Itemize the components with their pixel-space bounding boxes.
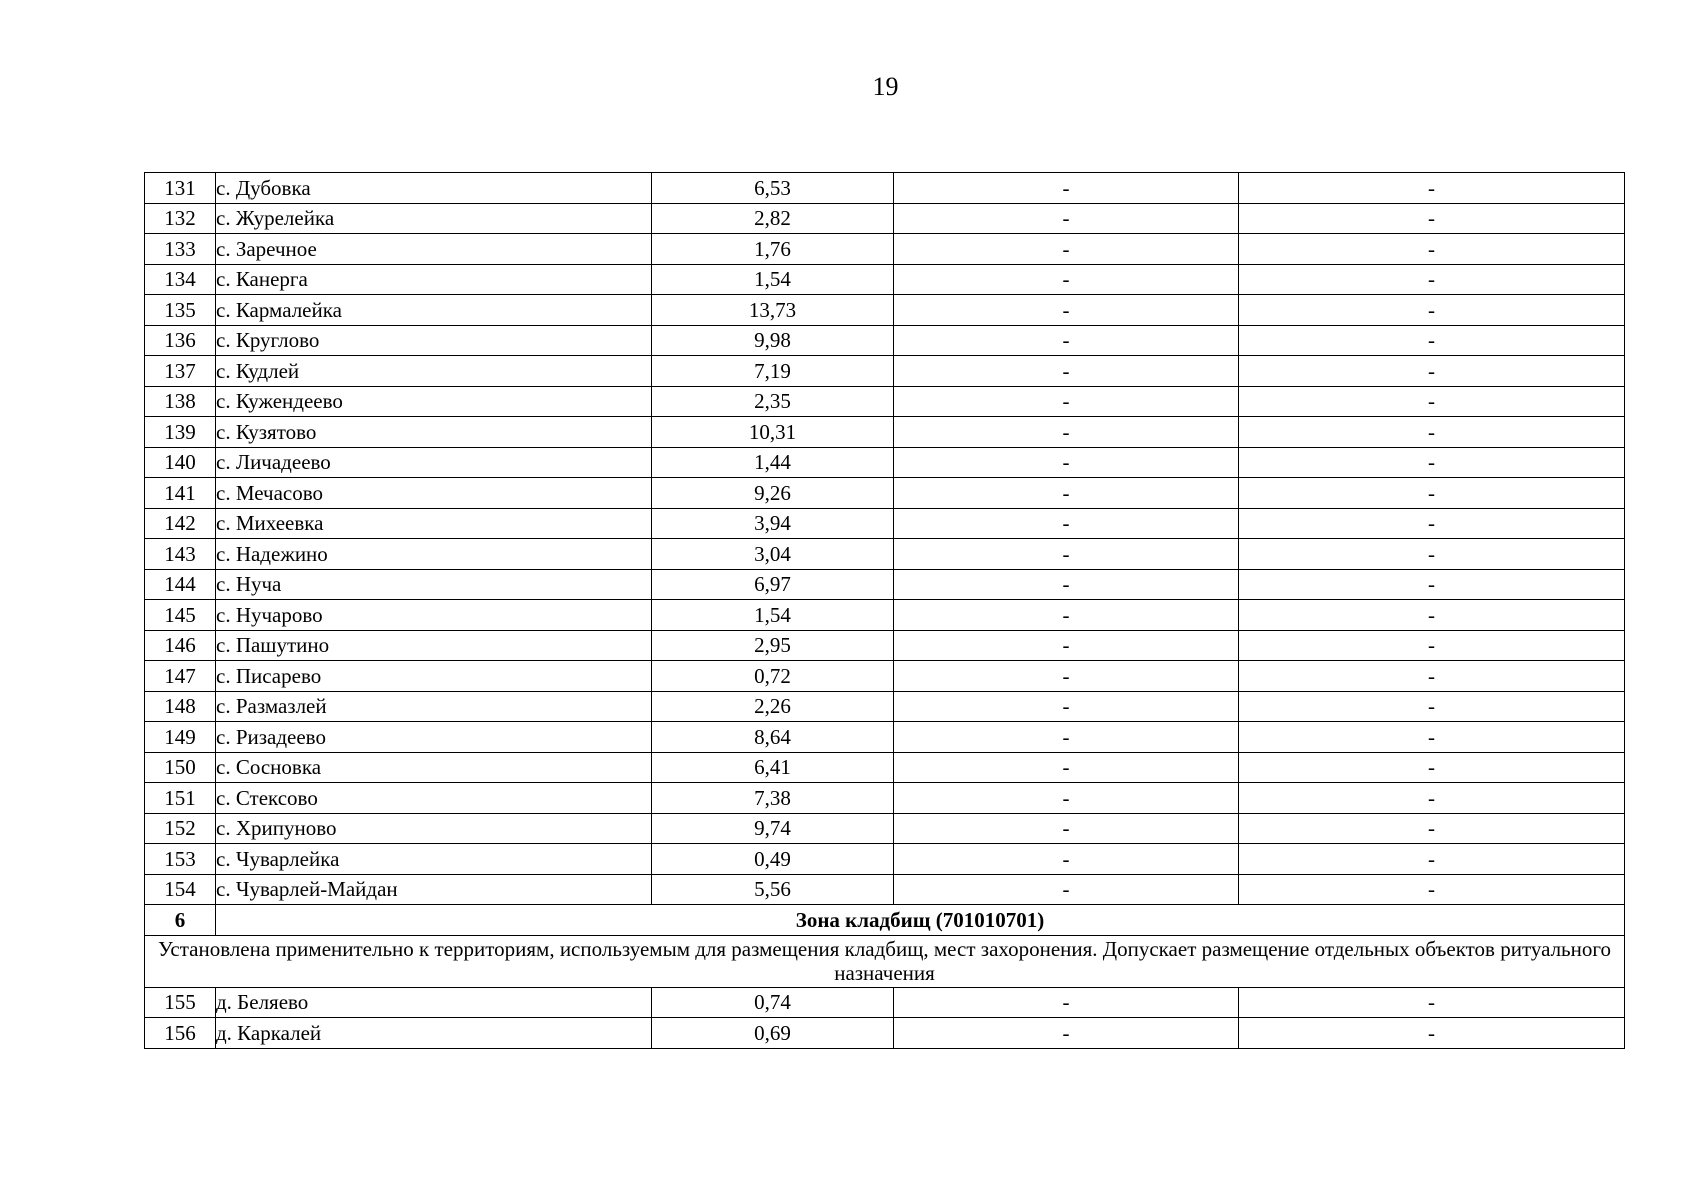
settlement-name: с. Писарево — [216, 661, 652, 692]
column-4-value: - — [894, 478, 1239, 509]
area-value: 6,41 — [652, 752, 894, 783]
area-value: 2,82 — [652, 203, 894, 234]
row-number: 136 — [145, 325, 216, 356]
column-5-value: - — [1239, 234, 1625, 265]
column-4-value: - — [894, 813, 1239, 844]
row-number: 145 — [145, 600, 216, 631]
row-number: 144 — [145, 569, 216, 600]
column-5-value: - — [1239, 417, 1625, 448]
table-row — [145, 508, 1625, 539]
section-description-row — [145, 935, 1625, 987]
table-row — [145, 600, 1625, 631]
row-number: 131 — [145, 173, 216, 204]
settlement-name: с. Пашутино — [216, 630, 652, 661]
column-4-value: - — [894, 539, 1239, 570]
section-description: Установлена применительно к территориям, используемым для размещения кладбищ, мест захоронения. Допускает размещение отдельных объектов ритуального назначения — [145, 935, 1625, 987]
table-row — [145, 1018, 1625, 1049]
column-5-value: - — [1239, 1018, 1625, 1049]
settlement-name: с. Кармалейка — [216, 295, 652, 326]
column-4-value: - — [894, 874, 1239, 905]
area-value: 0,49 — [652, 844, 894, 875]
settlement-name: с. Личадеево — [216, 447, 652, 478]
settlement-name: с. Журелейка — [216, 203, 652, 234]
column-4-value: - — [894, 325, 1239, 356]
column-4-value: - — [894, 447, 1239, 478]
table-row — [145, 722, 1625, 753]
table-row — [145, 356, 1625, 387]
column-4-value: - — [894, 600, 1239, 631]
area-value: 6,53 — [652, 173, 894, 204]
row-number: 155 — [145, 987, 216, 1018]
column-5-value: - — [1239, 661, 1625, 692]
settlement-name: с. Чуварлей-Майдан — [216, 874, 652, 905]
row-number: 150 — [145, 752, 216, 783]
column-5-value: - — [1239, 447, 1625, 478]
row-number: 151 — [145, 783, 216, 814]
area-value: 10,31 — [652, 417, 894, 448]
settlement-name: с. Кузятово — [216, 417, 652, 448]
area-value: 1,76 — [652, 234, 894, 265]
area-value: 5,56 — [652, 874, 894, 905]
column-4-value: - — [894, 691, 1239, 722]
table-row — [145, 478, 1625, 509]
column-5-value: - — [1239, 844, 1625, 875]
column-5-value: - — [1239, 478, 1625, 509]
settlement-name: с. Сосновка — [216, 752, 652, 783]
column-5-value: - — [1239, 264, 1625, 295]
column-5-value: - — [1239, 600, 1625, 631]
row-number: 133 — [145, 234, 216, 265]
settlement-name: д. Каркалей — [216, 1018, 652, 1049]
table-body-part1 — [145, 173, 1625, 905]
column-4-value: - — [894, 234, 1239, 265]
column-4-value: - — [894, 417, 1239, 448]
column-4-value: - — [894, 661, 1239, 692]
table-body-part2 — [145, 987, 1625, 1048]
area-value: 1,54 — [652, 600, 894, 631]
column-5-value: - — [1239, 386, 1625, 417]
zones-table — [144, 172, 1625, 1049]
column-5-value: - — [1239, 874, 1625, 905]
row-number: 153 — [145, 844, 216, 875]
table-row — [145, 874, 1625, 905]
area-value: 7,38 — [652, 783, 894, 814]
table-row — [145, 386, 1625, 417]
column-4-value: - — [894, 295, 1239, 326]
table-row — [145, 661, 1625, 692]
table-row — [145, 752, 1625, 783]
column-4-value: - — [894, 356, 1239, 387]
table-row — [145, 783, 1625, 814]
table-row — [145, 173, 1625, 204]
row-number: 149 — [145, 722, 216, 753]
area-value: 9,26 — [652, 478, 894, 509]
column-5-value: - — [1239, 813, 1625, 844]
row-number: 143 — [145, 539, 216, 570]
row-number: 135 — [145, 295, 216, 326]
column-4-value: - — [894, 386, 1239, 417]
area-value: 3,94 — [652, 508, 894, 539]
row-number: 134 — [145, 264, 216, 295]
area-value: 9,98 — [652, 325, 894, 356]
column-4-value: - — [894, 752, 1239, 783]
column-4-value: - — [894, 173, 1239, 204]
row-number: 154 — [145, 874, 216, 905]
column-5-value: - — [1239, 783, 1625, 814]
area-value: 6,97 — [652, 569, 894, 600]
table-row — [145, 234, 1625, 265]
row-number: 140 — [145, 447, 216, 478]
row-number: 148 — [145, 691, 216, 722]
table-row — [145, 987, 1625, 1018]
column-5-value: - — [1239, 722, 1625, 753]
table-row — [145, 844, 1625, 875]
column-5-value: - — [1239, 508, 1625, 539]
table-row — [145, 569, 1625, 600]
column-5-value: - — [1239, 569, 1625, 600]
row-number: 156 — [145, 1018, 216, 1049]
area-value: 1,44 — [652, 447, 894, 478]
settlement-name: с. Стексово — [216, 783, 652, 814]
row-number: 147 — [145, 661, 216, 692]
settlement-name: с. Размазлей — [216, 691, 652, 722]
area-value: 3,04 — [652, 539, 894, 570]
column-5-value: - — [1239, 987, 1625, 1018]
area-value: 9,74 — [652, 813, 894, 844]
area-value: 2,26 — [652, 691, 894, 722]
column-5-value: - — [1239, 630, 1625, 661]
table-row — [145, 539, 1625, 570]
column-4-value: - — [894, 508, 1239, 539]
settlement-name: с. Чуварлейка — [216, 844, 652, 875]
settlement-name: с. Кудлей — [216, 356, 652, 387]
column-5-value: - — [1239, 356, 1625, 387]
area-value: 2,35 — [652, 386, 894, 417]
area-value: 0,72 — [652, 661, 894, 692]
column-4-value: - — [894, 630, 1239, 661]
column-5-value: - — [1239, 325, 1625, 356]
column-4-value: - — [894, 264, 1239, 295]
settlement-name: с. Хрипуново — [216, 813, 652, 844]
area-value: 8,64 — [652, 722, 894, 753]
column-4-value: - — [894, 844, 1239, 875]
area-value: 2,95 — [652, 630, 894, 661]
row-number: 141 — [145, 478, 216, 509]
table-row — [145, 264, 1625, 295]
column-4-value: - — [894, 722, 1239, 753]
row-number: 142 — [145, 508, 216, 539]
page-number: 19 — [872, 72, 899, 101]
section-title: Зона кладбищ (701010701) — [216, 905, 1625, 936]
column-4-value: - — [894, 1018, 1239, 1049]
column-4-value: - — [894, 987, 1239, 1018]
table-row — [145, 813, 1625, 844]
settlement-name: с. Канерга — [216, 264, 652, 295]
settlement-name: с. Круглово — [216, 325, 652, 356]
settlement-name: с. Михеевка — [216, 508, 652, 539]
settlement-name: с. Ризадеево — [216, 722, 652, 753]
column-5-value: - — [1239, 539, 1625, 570]
row-number: 139 — [145, 417, 216, 448]
column-4-value: - — [894, 783, 1239, 814]
column-5-value: - — [1239, 752, 1625, 783]
area-value: 1,54 — [652, 264, 894, 295]
table-row — [145, 417, 1625, 448]
column-5-value: - — [1239, 173, 1625, 204]
table-row — [145, 691, 1625, 722]
table-row — [145, 295, 1625, 326]
section-block — [145, 905, 1625, 988]
settlement-name: с. Кужендеево — [216, 386, 652, 417]
table-row — [145, 447, 1625, 478]
table-row — [145, 203, 1625, 234]
table-row — [145, 325, 1625, 356]
area-value: 0,74 — [652, 987, 894, 1018]
row-number: 146 — [145, 630, 216, 661]
column-5-value: - — [1239, 295, 1625, 326]
settlement-name: с. Надежино — [216, 539, 652, 570]
area-value: 7,19 — [652, 356, 894, 387]
settlement-name: с. Заречное — [216, 234, 652, 265]
area-value: 13,73 — [652, 295, 894, 326]
settlement-name: с. Нуча — [216, 569, 652, 600]
settlement-name: с. Мечасово — [216, 478, 652, 509]
section-header-row — [145, 905, 1625, 936]
row-number: 152 — [145, 813, 216, 844]
row-number: 137 — [145, 356, 216, 387]
row-number: 138 — [145, 386, 216, 417]
column-4-value: - — [894, 203, 1239, 234]
table-row — [145, 630, 1625, 661]
section-number: 6 — [145, 905, 216, 936]
column-4-value: - — [894, 569, 1239, 600]
row-number: 132 — [145, 203, 216, 234]
column-5-value: - — [1239, 203, 1625, 234]
settlement-name: д. Беляево — [216, 987, 652, 1018]
area-value: 0,69 — [652, 1018, 894, 1049]
settlement-name: с. Дубовка — [216, 173, 652, 204]
column-5-value: - — [1239, 691, 1625, 722]
settlement-name: с. Нучарово — [216, 600, 652, 631]
